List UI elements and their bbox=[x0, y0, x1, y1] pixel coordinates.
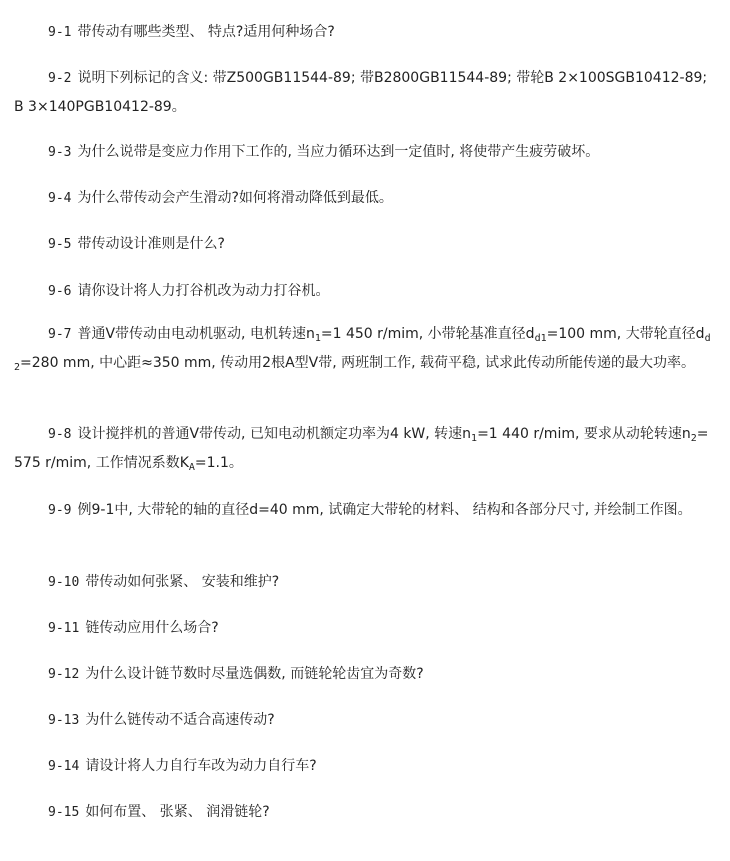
question-text: 为什么设计链节数时尽量选偶数, 而链轮轮齿宜为奇数? bbox=[85, 666, 424, 682]
subscript: A bbox=[188, 462, 195, 473]
question-9-6 bbox=[14, 277, 714, 306]
question-9-5 bbox=[14, 230, 714, 259]
question-number: 9-15 bbox=[48, 805, 80, 820]
question-text: 链传动应用什么场合? bbox=[85, 620, 219, 636]
question-9-1 bbox=[14, 18, 714, 47]
question-number: 9-1 bbox=[48, 25, 72, 40]
question-9-7 bbox=[14, 320, 714, 377]
question-text-part: =1 440 r/mim, 要求从动轮转速n bbox=[477, 426, 691, 442]
subscript: d1 bbox=[534, 333, 547, 344]
question-number: 9-5 bbox=[48, 237, 72, 252]
question-9-9 bbox=[14, 496, 714, 525]
question-9-4 bbox=[14, 184, 714, 213]
question-9-10 bbox=[14, 568, 714, 597]
question-9-11 bbox=[14, 614, 714, 643]
question-number: 9-10 bbox=[48, 575, 80, 590]
question-text: 带传动如何张紧、 安装和维护? bbox=[85, 574, 280, 590]
subscript: d2 bbox=[14, 333, 711, 373]
question-text: 请你设计将人力打谷机改为动力打谷机。 bbox=[77, 283, 330, 299]
question-9-12 bbox=[14, 660, 714, 689]
question-text-part: =280 mm, 中心距≈350 mm, 传动用2根A型V带, 两班制工作, 载荷平稳, 试求此传动所能传递的最大功率。 bbox=[20, 355, 695, 371]
question-text: 为什么链传动不适合高速传动? bbox=[85, 712, 275, 728]
question-text: 说明下列标记的含义: 带Z500GB11544-89; 带B2800GB11544-89; 带轮B 2×100SGB10412-89; B 3×140PGB10412-89。 bbox=[14, 70, 708, 115]
question-number: 9-14 bbox=[48, 759, 80, 774]
question-text-part: 普通V带传动由电动机驱动, 电机转速n bbox=[77, 326, 315, 342]
question-text: 带传动有哪些类型、 特点?适用何种场合? bbox=[77, 24, 335, 40]
question-text-part: =575 r/mim, 工作情况系数K bbox=[14, 426, 709, 471]
question-text: 为什么带传动会产生滑动?如何将滑动降低到最低。 bbox=[77, 190, 393, 206]
question-number: 9-11 bbox=[48, 621, 80, 636]
question-9-15 bbox=[14, 798, 714, 827]
question-9-14 bbox=[14, 752, 714, 781]
question-text-part: =1.1。 bbox=[194, 455, 243, 471]
question-9-2 bbox=[14, 64, 714, 121]
question-9-13 bbox=[14, 706, 714, 735]
question-text: 请设计将人力自行车改为动力自行车? bbox=[85, 758, 317, 774]
question-number: 9-2 bbox=[48, 71, 72, 86]
question-9-3 bbox=[14, 138, 714, 167]
question-number: 9-6 bbox=[48, 284, 72, 299]
question-text: 如何布置、 张紧、 润滑链轮? bbox=[85, 804, 270, 820]
question-text-part: 设计搅拌机的普通V带传动, 已知电动机额定功率为4 kW, 转速n bbox=[77, 426, 472, 442]
subscript: 1 bbox=[314, 333, 321, 344]
question-number: 9-4 bbox=[48, 191, 72, 206]
question-number: 9-8 bbox=[48, 427, 72, 442]
question-number: 9-12 bbox=[48, 667, 80, 682]
question-text: 为什么说带是变应力作用下工作的, 当应力循环达到一定值时, 将使带产生疲劳破坏。 bbox=[77, 144, 600, 160]
question-number: 9-3 bbox=[48, 145, 72, 160]
question-text-part: =1 450 r/mim, 小带轮基准直径d bbox=[320, 326, 535, 342]
question-number: 9-7 bbox=[48, 327, 72, 342]
question-text-part: =100 mm, 大带轮直径d bbox=[546, 326, 705, 342]
question-number: 9-9 bbox=[48, 503, 72, 518]
question-9-8 bbox=[14, 420, 714, 477]
subscript: 1 bbox=[471, 433, 478, 444]
question-number: 9-13 bbox=[48, 713, 80, 728]
question-text: 例9-1中, 大带轮的轴的直径d=40 mm, 试确定大带轮的材料、 结构和各部分尺寸, 并绘制工作图。 bbox=[77, 502, 692, 518]
question-text: 带传动设计准则是什么? bbox=[77, 236, 225, 252]
subscript: 2 bbox=[690, 433, 697, 444]
